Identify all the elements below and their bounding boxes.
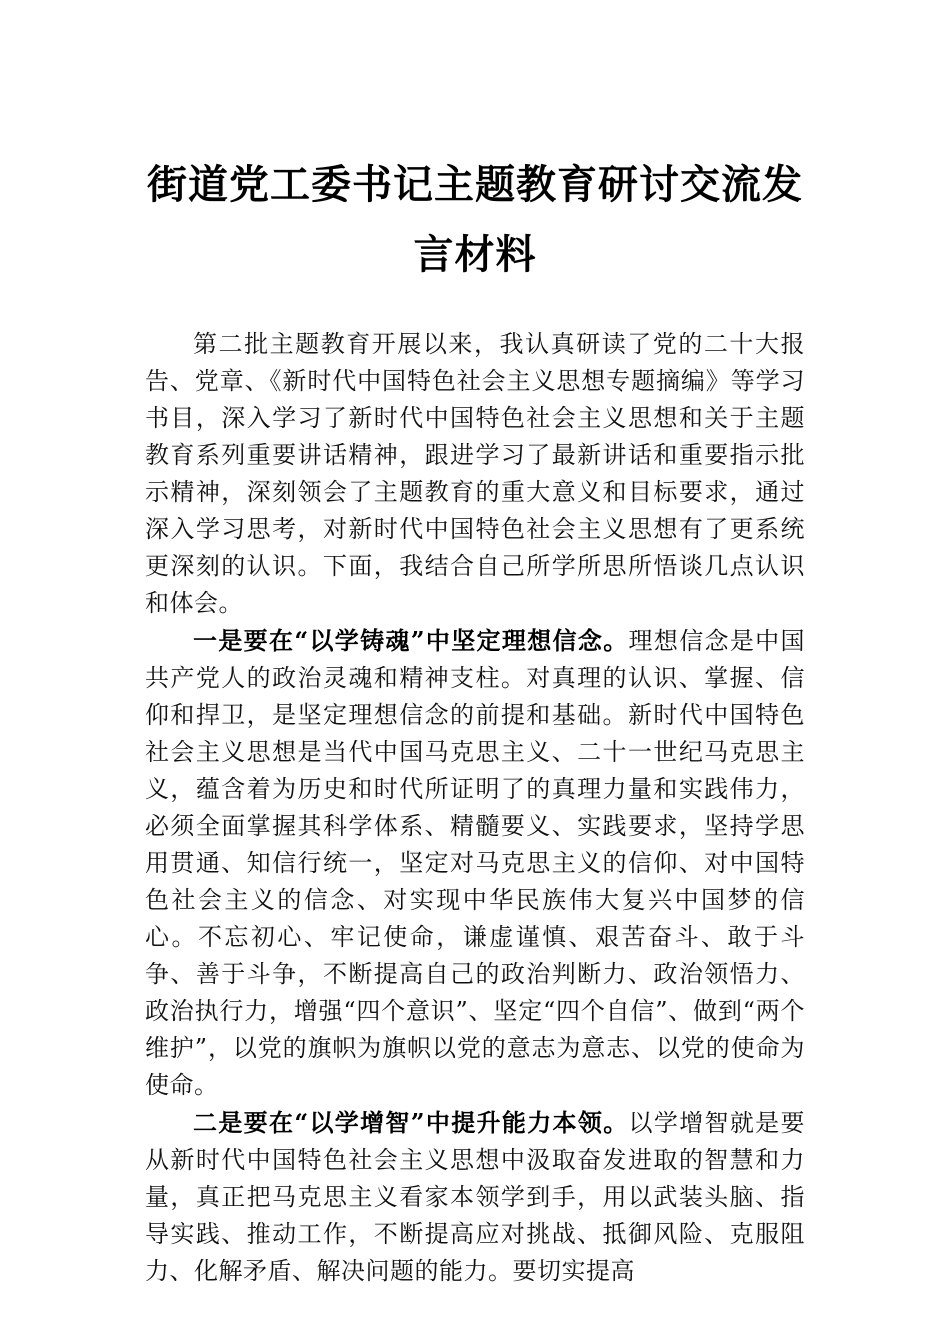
paragraph-intro	[145, 326, 805, 622]
paragraph-text: 第二批主题教育开展以来，我认真研读了党的二十大报告、党章、《新时代中国特色社会主义思想专题摘编》等学习书目，深入学习了新时代中国特色社会主义思想和关于主题教育系列重要讲话精神，跟进学习了最新讲话和重要指示批示精神，深刻领会了主题教育的重大意义和目标要求，通过深入学习思考，对新时代中国特色社会主义思想有了更系统更深刻的认识。下面，我结合自己所学所思所悟谈几点认识和体会。	[145, 330, 805, 617]
paragraph-point-one	[145, 622, 805, 1104]
paragraph-point-two	[145, 1104, 805, 1290]
document-title: 街道党工委书记主题教育研讨交流发言材料	[147, 161, 803, 278]
paragraph-lead: 一是要在“以学铸魂”中坚定理想信念。	[193, 626, 629, 655]
document-body	[145, 326, 805, 1290]
paragraph-text: 以学增智就是要从新时代中国特色社会主义思想中汲取奋发进取的智慧和力量，真正把马克思主义看家本领学到手，用以武装头脑、指导实践、推动工作，不断提高应对挑战、抵御风险、克服阻力、化解矛盾、解决问题的能力。要切实提高	[145, 1109, 806, 1285]
paragraph-lead: 二是要在“以学增智”中提升能力本领。	[193, 1108, 629, 1137]
paragraph-text: 理想信念是中国共产党人的政治灵魂和精神支柱。对真理的认识、掌握、信仰和捍卫，是坚定理想信念的前提和基础。新时代中国特色社会主义思想是当代中国马克思主义、二十一世纪马克思主义，蕴含着为历史和时代所证明了的真理力量和实践伟力，必须全面掌握其科学体系、精髓要义、实践要求，坚持学思用贯通、知信行统一，坚定对马克思主义的信仰、对中国特色社会主义的信念、对实现中华民族伟大复兴中国梦的信心。不忘初心、牢记使命，谦虚谨慎、艰苦奋斗、敢于斗争、善于斗争，不断提高自己的政治判断力、政治领悟力、政治执行力，增强“四个意识”、坚定“四个自信”、做到“两个维护”，以党的旗帜为旗帜以党的意志为意志、以党的使命为使命。	[145, 627, 806, 1099]
